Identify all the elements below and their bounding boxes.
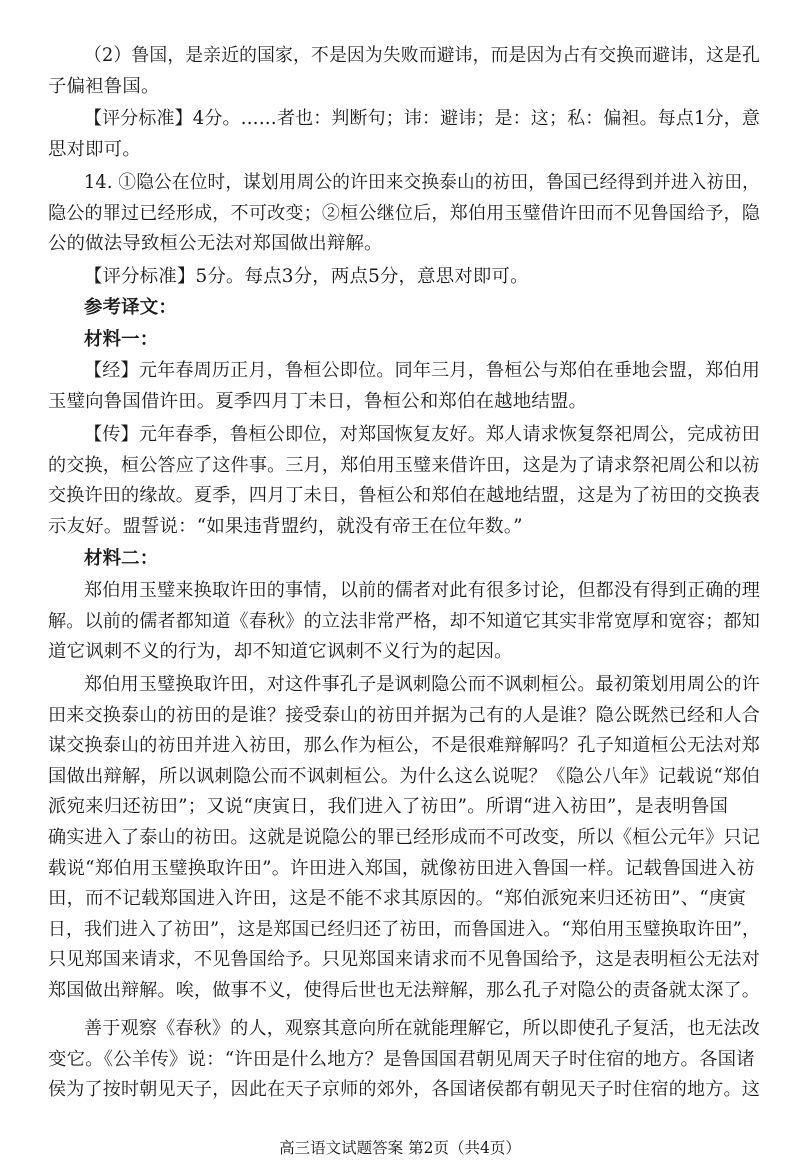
text-line: 田来交换泰山的祊田的是谁？接受泰山的祊田并据为己有的人是谁？隐公既然已经和人合 <box>48 704 760 726</box>
material-2-paragraph-1 <box>0 576 800 668</box>
translation-heading: 参考译文： <box>84 297 177 318</box>
text-line: 载说“郑伯用玉璧换取许田”。许田进入郑国，就像祊田进入鲁国一样。记载鲁国进入祊 <box>48 857 756 879</box>
text-line: 思对即可。 <box>48 138 141 160</box>
text-line: 【评分标准】5分。每点3分，两点5分，意思对即可。 <box>84 266 529 287</box>
scoring-13 <box>0 104 800 165</box>
text-line: 确实进入了泰山的祊田。这就是说隐公的罪已经形成而不可改变，所以《桓公元年》只记 <box>48 826 760 848</box>
text-line: 郑国做出辩解。唉，做事不义，使得后世也无法辩解，那么孔子对隐公的责备就太深了。 <box>48 979 760 1001</box>
text-line: 公的做法导致桓公无法对郑国做出辩解。 <box>48 233 383 255</box>
text-line: 田，而不记载郑国进入许田，这是不能不求其原因的。“郑伯派宛来归还祊田”、“庚寅 <box>48 888 747 910</box>
scoring-14 <box>0 262 800 293</box>
text-line: 谋交换泰山的祊田并进入祊田，那么作为桓公，不是很难辩解吗？孔子知道桓公无法对郑 <box>48 735 760 757</box>
text-line: 隐公的罪过已经形成，不可改变；②桓公继位后，郑伯用玉璧借许田而不见鲁国给予，隐 <box>48 202 760 224</box>
text-line: 示友好。盟誓说：“如果违背盟约，就没有帝王在位年数。” <box>48 515 523 537</box>
material-2-paragraph-3 <box>0 1014 800 1106</box>
text-line: 善于观察《春秋》的人，观察其意向所在就能理解它，所以即使孔子复活，也无法改 <box>84 1018 761 1039</box>
text-line: 的交换，桓公答应了这件事。三月，郑伯用玉璧来借许田，这是为了请求祭祀周公和以祊 <box>48 454 760 476</box>
text-line: 侯为了按时朝见天子，因此在天子京师的郊外，各国诸侯都有朝见天子时住宿的地方。这 <box>48 1079 760 1101</box>
text-line: 只见郑国来请求，不见鲁国给予。只见郑国来请求而不见鲁国给予，这是表明桓公无法对 <box>48 949 760 971</box>
material-1-jing <box>0 356 800 417</box>
text-line: 子偏袒鲁国。 <box>48 75 160 97</box>
text-line: 14. ①隐公在位时，谋划用周公的许田来交换泰山的祊田，鲁国已经得到并进入祊田， <box>84 172 760 193</box>
text-line: 【经】元年春周历正月，鲁桓公即位。同年三月，鲁桓公与郑伯在垂地会盟，郑伯用 <box>84 360 761 381</box>
text-line: 玉璧向鲁国借许田。夏季四月丁未日，鲁桓公和郑伯在越地结盟。 <box>48 390 588 412</box>
page-footer: 高三语文试题答案 第2页（共4页） <box>279 1139 521 1157</box>
text-line: 道它讽刺不义的行为，却不知道它讽刺不义行为的起因。 <box>48 641 513 663</box>
text-line: 派宛来归还祊田”；又说“庚寅日，我们进入了祊田”。所谓“进入祊田”，是表明鲁国 <box>48 796 729 818</box>
answer-13-2 <box>0 41 800 102</box>
material-2-paragraph-2 <box>0 670 800 1007</box>
text-line: 国做出辩解，所以讽刺隐公而不讽刺桓公。为什么这么说呢？《隐公八年》记载说“郑伯 <box>48 765 760 787</box>
text-line: 解。以前的儒者都知道《春秋》的立法非常严格，却不知道它其实非常宽厚和宽容；都知 <box>48 610 760 632</box>
material-1-heading: 材料一： <box>84 329 159 350</box>
text-line: 变它。《公羊传》说：“许田是什么地方？是鲁国国君朝见周天子时住宿的地方。各国诸 <box>48 1048 755 1070</box>
text-line: 日，我们进入了祊田”，这是郑国已经归还了祊田，而鲁国进入。“郑伯用玉璧换取许田”， <box>48 918 761 940</box>
text-line: 郑伯用玉璧换取许田，对这件事孔子是讽刺隐公而不讽刺桓公。最初策划用周公的许 <box>84 674 761 695</box>
answer-14 <box>0 168 800 260</box>
text-line: 【评分标准】4分。……者也：判断句；讳：避讳；是：这；私：偏袒。每点1分，意 <box>84 108 761 129</box>
text-line: 【传】元年春季，鲁桓公即位，对郑国恢复友好。郑人请求恢复祭祀周公，完成祊田 <box>84 424 761 445</box>
text-line: 郑伯用玉璧来换取许田的事情，以前的儒者对此有很多讨论，但都没有得到正确的理 <box>84 580 761 601</box>
text-line: 交换许田的缘故。夏季，四月丁未日，鲁桓公和郑伯在越地结盟，这是为了祊田的交换表 <box>48 485 760 507</box>
material-2-heading: 材料二： <box>84 548 159 569</box>
material-1-zhuan <box>0 420 800 542</box>
text-line: （2）鲁国，是亲近的国家，不是因为失败而避讳，而是因为占有交换而避讳，这是孔 <box>84 45 760 66</box>
